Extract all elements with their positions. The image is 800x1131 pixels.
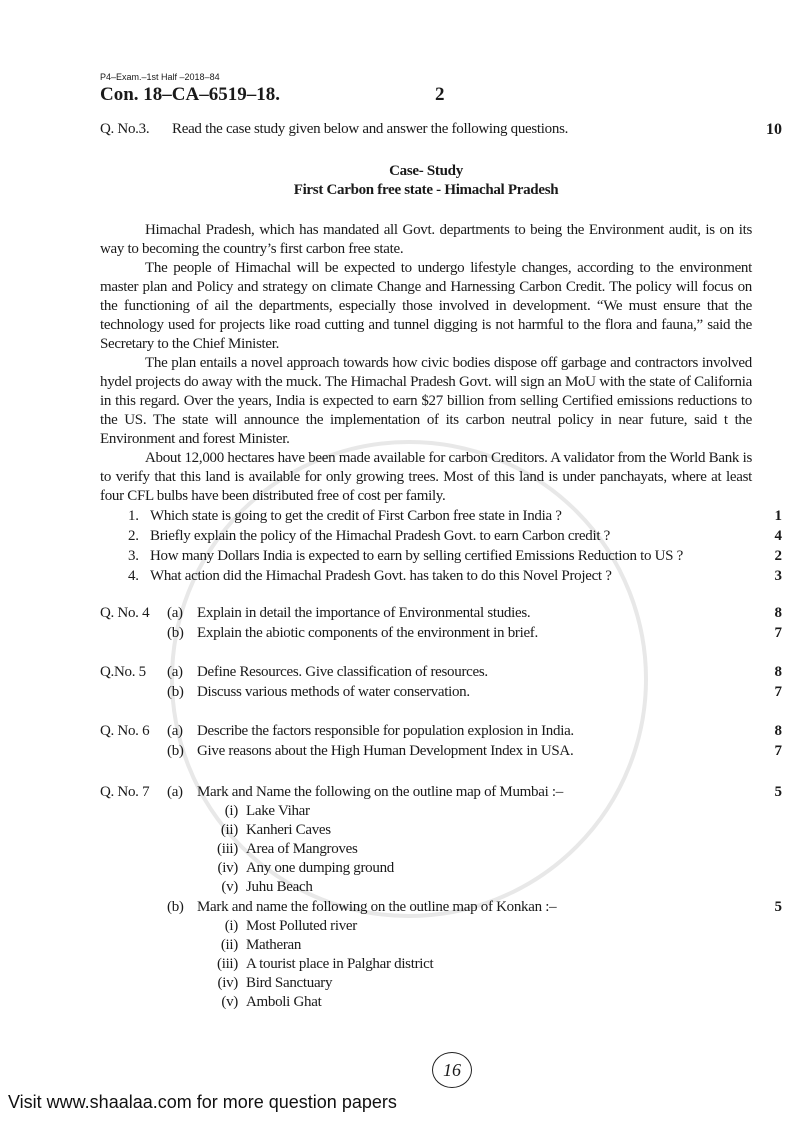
- question-number: 3.: [128, 548, 139, 564]
- question-number: 4.: [128, 568, 139, 584]
- question-row: [100, 547, 782, 566]
- item-number: (v): [221, 994, 238, 1010]
- list-item: [100, 955, 782, 974]
- list-item: [100, 993, 782, 1012]
- q6b-marks: 7: [774, 743, 782, 759]
- question-text: What action did the Himachal Pradesh Govt. has taken to do this Novel Project ?: [150, 568, 612, 584]
- page-number: 16: [432, 1052, 472, 1088]
- q3-row: [100, 120, 782, 139]
- item-text: Bird Sanctuary: [246, 975, 333, 991]
- q5-label: Q.No. 5: [100, 664, 146, 680]
- question-marks: 4: [774, 528, 782, 544]
- q5a-marks: 8: [774, 664, 782, 680]
- q5b-tag: (b): [167, 684, 184, 700]
- q7b-row: [100, 898, 782, 917]
- question-marks: 1: [774, 508, 782, 524]
- item-text: Most Polluted river: [246, 918, 357, 934]
- q4b-row: [100, 624, 782, 643]
- item-text: Area of Mangroves: [246, 841, 358, 857]
- footer-link[interactable]: Visit www.shaalaa.com for more question papers: [8, 1092, 397, 1112]
- item-number: (iv): [217, 975, 238, 991]
- q6-block: [100, 722, 782, 761]
- item-text: A tourist place in Palghar district: [246, 956, 434, 972]
- q6b-row: [100, 742, 782, 761]
- q4-block: [100, 604, 782, 643]
- page-marker: 2: [435, 84, 445, 105]
- case-study-title: First Carbon free state - Himachal Pradesh: [293, 182, 559, 198]
- list-item: [100, 859, 782, 878]
- question-marks: 3: [774, 568, 782, 584]
- item-text: Juhu Beach: [246, 879, 313, 895]
- q5-block: [100, 663, 782, 702]
- item-number: (i): [224, 918, 238, 934]
- q3-label: Q. No.3.: [100, 121, 150, 137]
- item-number: (i): [224, 803, 238, 819]
- list-item: [100, 878, 782, 897]
- case-study-heading: Case- Study: [389, 163, 463, 179]
- q7-block: [100, 783, 782, 1012]
- item-number: (iii): [217, 841, 238, 857]
- question-text: Which state is going to get the credit of First Carbon free state in India ?: [150, 508, 562, 524]
- q5a-tag: (a): [167, 664, 183, 680]
- exam-code: P4–Exam.–1st Half –2018–84: [100, 72, 220, 82]
- question-paper-body: [100, 120, 782, 1012]
- q6a-row: [100, 722, 782, 741]
- q7a-text: Mark and Name the following on the outline map of Mumbai :–: [197, 784, 563, 800]
- item-text: Amboli Ghat: [246, 994, 322, 1010]
- paragraph: Himachal Pradesh, which has mandated all Govt. departments to being the Environment audit, is on its way to becoming the country’s first carbon free state.: [100, 222, 752, 257]
- question-text: How many Dollars India is expected to earn by selling certified Emissions Reduction to US ?: [150, 548, 683, 564]
- item-text: Any one dumping ground: [246, 860, 394, 876]
- q6b-tag: (b): [167, 743, 184, 759]
- q4-label: Q. No. 4: [100, 605, 150, 621]
- list-item: [100, 802, 782, 821]
- case-study-questions: [100, 507, 782, 586]
- q6a-tag: (a): [167, 723, 183, 739]
- q4b-marks: 7: [774, 625, 782, 641]
- question-row: [100, 567, 782, 586]
- question-row: [100, 527, 782, 546]
- q4b-tag: (b): [167, 625, 184, 641]
- q3-text: Read the case study given below and answer the following questions.: [172, 121, 569, 137]
- q3-marks: 10: [766, 121, 782, 138]
- list-item: [100, 974, 782, 993]
- con-number: Con. 18–CA–6519–18.: [100, 84, 280, 105]
- q7a-row: [100, 783, 782, 802]
- list-item: [100, 840, 782, 859]
- item-number: (v): [221, 879, 238, 895]
- list-item: [100, 917, 782, 936]
- question-marks: 2: [774, 548, 782, 564]
- q4a-marks: 8: [774, 605, 782, 621]
- q4a-tag: (a): [167, 605, 183, 621]
- q5a-row: [100, 663, 782, 682]
- q4b-text: Explain the abiotic components of the environment in brief.: [197, 625, 538, 641]
- q4a-text: Explain in detail the importance of Environmental studies.: [197, 605, 531, 621]
- q7a-marks: 5: [774, 784, 782, 800]
- list-item: [100, 936, 782, 955]
- q7a-tag: (a): [167, 784, 183, 800]
- paragraph: About 12,000 hectares have been made available for carbon Creditors. A validator from the World Bank is to verify that this land is available for only growing trees. Most of this land is under panchayats, where at least four CFL bulbs have been distributed free of cost per family.: [100, 450, 752, 504]
- item-number: (iii): [217, 956, 238, 972]
- question-number: 2.: [128, 528, 139, 544]
- q6-label: Q. No. 6: [100, 723, 150, 739]
- item-number: (ii): [220, 937, 238, 953]
- item-text: Kanheri Caves: [246, 822, 331, 838]
- list-item: [100, 821, 782, 840]
- question-number: 1.: [128, 508, 139, 524]
- question-row: [100, 507, 782, 526]
- case-study-body: [100, 221, 752, 506]
- q5b-text: Discuss various methods of water conservation.: [197, 684, 470, 700]
- item-text: Lake Vihar: [246, 803, 310, 819]
- q5b-marks: 7: [774, 684, 782, 700]
- q7-label: Q. No. 7: [100, 784, 150, 800]
- q6a-marks: 8: [774, 723, 782, 739]
- paragraph: The plan entails a novel approach towards how civic bodies dispose off garbage and contractors involved hydel projects do away with the muck. The Himachal Pradesh Govt. will sign an MoU with the state of California in this regard. Over the years, India is expected to earn $27 billion from selling Certified emissions reductions to the US. The state will announce the implementation of its carbon neutral policy in near future, said t the Environment and forest Minister.: [100, 355, 752, 447]
- q6b-text: Give reasons about the High Human Development Index in USA.: [197, 743, 574, 759]
- item-text: Matheran: [246, 937, 302, 953]
- q4a-row: [100, 604, 782, 623]
- q5a-text: Define Resources. Give classification of resources.: [197, 664, 488, 680]
- q7b-tag: (b): [167, 899, 184, 915]
- paragraph: The people of Himachal will be expected to undergo lifestyle changes, according to the environment master plan and Policy and strategy on climate Change and Harnessing Carbon Credit. The policy will focus on the functioning of ail the departments, especially those involved in development. “We must ensure that the technology used for projects like road cutting and tunnel digging is not harmful to the flora and fauna,” said the Secretary to the Chief Minister.: [100, 260, 752, 352]
- q7b-marks: 5: [774, 899, 782, 915]
- item-number: (iv): [217, 860, 238, 876]
- item-number: (ii): [220, 822, 238, 838]
- q7b-text: Mark and name the following on the outline map of Konkan :–: [197, 899, 557, 915]
- q6a-text: Describe the factors responsible for population explosion in India.: [197, 723, 574, 739]
- q5b-row: [100, 683, 782, 702]
- question-text: Briefly explain the policy of the Himachal Pradesh Govt. to earn Carbon credit ?: [150, 528, 611, 544]
